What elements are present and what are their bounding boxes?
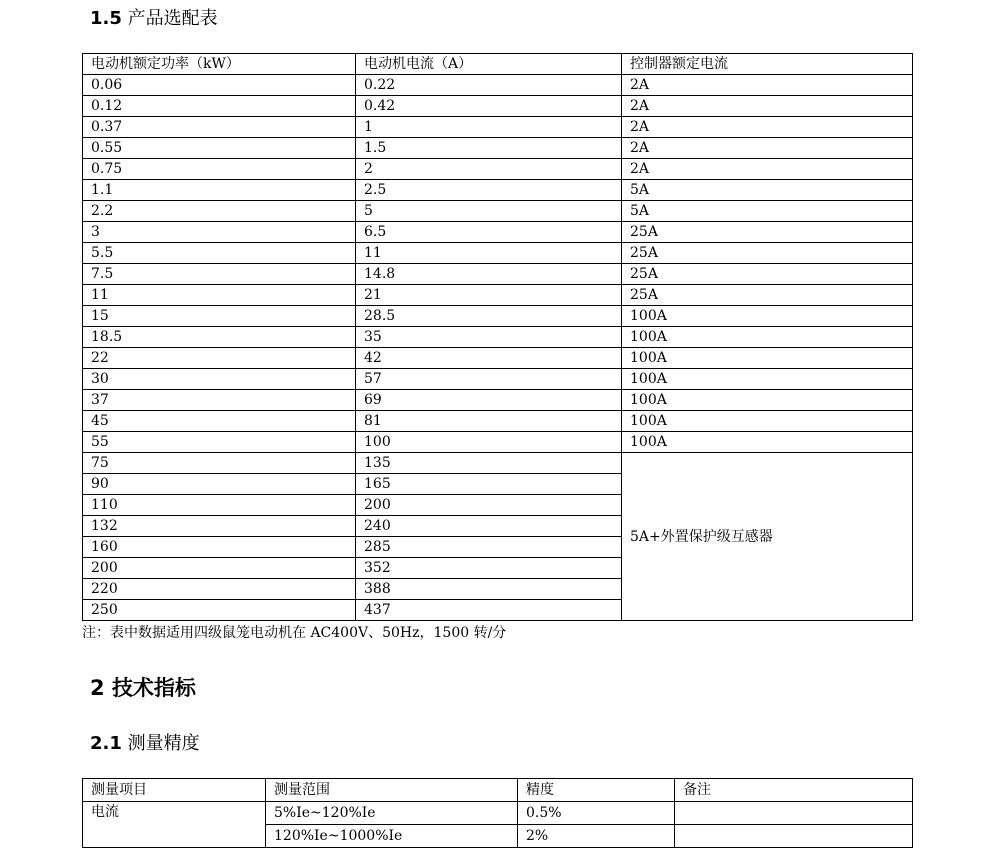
current-cell: 0.22	[356, 75, 622, 96]
current-cell: 388	[356, 579, 622, 600]
current-cell: 81	[356, 411, 622, 432]
controller-cell: 25A	[622, 264, 913, 285]
controller-cell: 100A	[622, 390, 913, 411]
power-cell: 5.5	[83, 243, 356, 264]
power-cell: 7.5	[83, 264, 356, 285]
current-cell: 437	[356, 600, 622, 621]
header-cell: 测量范围	[266, 779, 518, 802]
controller-cell: 100A	[622, 411, 913, 432]
controller-cell: 2A	[622, 138, 913, 159]
current-cell: 2.5	[356, 180, 622, 201]
current-cell: 21	[356, 285, 622, 306]
current-cell: 6.5	[356, 222, 622, 243]
section-number: 2.1	[90, 733, 122, 754]
current-cell: 1.5	[356, 138, 622, 159]
power-cell: 22	[83, 348, 356, 369]
power-cell: 0.55	[83, 138, 356, 159]
current-cell: 11	[356, 243, 622, 264]
section-title: 产品选配表	[127, 8, 218, 29]
remark-cell	[675, 802, 913, 825]
header-cell: 精度	[518, 779, 675, 802]
current-cell: 2	[356, 159, 622, 180]
table-row	[83, 222, 913, 243]
current-cell: 5	[356, 201, 622, 222]
table-row	[83, 75, 913, 96]
power-cell: 110	[83, 495, 356, 516]
power-cell: 55	[83, 432, 356, 453]
header-cell: 测量项目	[83, 779, 266, 802]
current-cell: 240	[356, 516, 622, 537]
power-cell: 0.06	[83, 75, 356, 96]
table-row	[83, 96, 913, 117]
power-cell: 18.5	[83, 327, 356, 348]
selection-table-body	[83, 54, 913, 621]
controller-cell: 2A	[622, 96, 913, 117]
power-cell: 200	[83, 558, 356, 579]
header-cell: 备注	[675, 779, 913, 802]
power-cell: 0.12	[83, 96, 356, 117]
current-cell: 1	[356, 117, 622, 138]
section-number: 2	[90, 676, 105, 700]
power-cell: 2.2	[83, 201, 356, 222]
controller-cell: 25A	[622, 222, 913, 243]
power-cell: 37	[83, 390, 356, 411]
power-cell: 250	[83, 600, 356, 621]
table-row	[83, 264, 913, 285]
accuracy-cell: 2%	[518, 825, 675, 848]
section-2-1-heading	[90, 731, 200, 757]
current-cell: 200	[356, 495, 622, 516]
controller-cell: 2A	[622, 75, 913, 96]
table-row	[83, 159, 913, 180]
section-2-heading	[90, 674, 196, 702]
table-row	[83, 432, 913, 453]
table-row	[83, 390, 913, 411]
current-cell: 0.42	[356, 96, 622, 117]
current-cell: 28.5	[356, 306, 622, 327]
table-header-row	[83, 54, 913, 75]
controller-cell: 100A	[622, 432, 913, 453]
table-row	[83, 348, 913, 369]
power-cell: 30	[83, 369, 356, 390]
power-cell: 45	[83, 411, 356, 432]
section-title: 测量精度	[127, 733, 200, 754]
table-row	[83, 138, 913, 159]
accuracy-cell: 0.5%	[518, 802, 675, 825]
controller-cell: 100A	[622, 369, 913, 390]
current-cell: 57	[356, 369, 622, 390]
table-note: 注：表中数据适用四级鼠笼电动机在 AC400V、50Hz，1500 转/分	[82, 625, 507, 641]
power-cell: 15	[83, 306, 356, 327]
table-row	[83, 327, 913, 348]
range-cell: 5%Ie~120%Ie	[266, 802, 518, 825]
remark-cell	[675, 825, 913, 848]
current-cell: 69	[356, 390, 622, 411]
table-row	[83, 306, 913, 327]
table-row	[83, 285, 913, 306]
header-cell: 电动机电流（A）	[356, 54, 622, 75]
current-cell: 14.8	[356, 264, 622, 285]
product-selection-table	[82, 53, 913, 621]
table-row	[83, 453, 913, 474]
range-cell: 120%Ie~1000%Ie	[266, 825, 518, 848]
section-1-5-heading	[90, 6, 218, 32]
current-cell: 165	[356, 474, 622, 495]
section-title: 技术指标	[111, 676, 196, 700]
table-row	[83, 117, 913, 138]
header-cell: 控制器额定电流	[622, 54, 913, 75]
power-cell: 3	[83, 222, 356, 243]
controller-cell: 25A	[622, 285, 913, 306]
table-row	[83, 369, 913, 390]
table-row	[83, 180, 913, 201]
table-row	[83, 243, 913, 264]
power-cell: 0.75	[83, 159, 356, 180]
current-cell: 285	[356, 537, 622, 558]
current-cell: 100	[356, 432, 622, 453]
table-header-row	[83, 779, 913, 802]
power-cell: 75	[83, 453, 356, 474]
power-cell: 1.1	[83, 180, 356, 201]
current-cell: 42	[356, 348, 622, 369]
current-cell: 352	[356, 558, 622, 579]
current-cell: 35	[356, 327, 622, 348]
header-cell: 电动机额定功率（kW）	[83, 54, 356, 75]
controller-cell: 2A	[622, 159, 913, 180]
power-cell: 160	[83, 537, 356, 558]
measure-item-cell: 电流	[83, 802, 266, 848]
power-cell: 90	[83, 474, 356, 495]
controller-cell: 100A	[622, 327, 913, 348]
controller-merged-cell: 5A+外置保护级互感器	[622, 453, 913, 621]
controller-cell: 5A	[622, 180, 913, 201]
accuracy-table	[82, 778, 913, 848]
power-cell: 132	[83, 516, 356, 537]
table-row	[83, 201, 913, 222]
controller-cell: 100A	[622, 306, 913, 327]
controller-cell: 2A	[622, 117, 913, 138]
controller-cell: 5A	[622, 201, 913, 222]
power-cell: 220	[83, 579, 356, 600]
power-cell: 0.37	[83, 117, 356, 138]
current-cell: 135	[356, 453, 622, 474]
controller-cell: 100A	[622, 348, 913, 369]
section-number: 1.5	[90, 8, 122, 29]
table-row	[83, 411, 913, 432]
controller-cell: 25A	[622, 243, 913, 264]
table-row	[83, 802, 913, 825]
power-cell: 11	[83, 285, 356, 306]
